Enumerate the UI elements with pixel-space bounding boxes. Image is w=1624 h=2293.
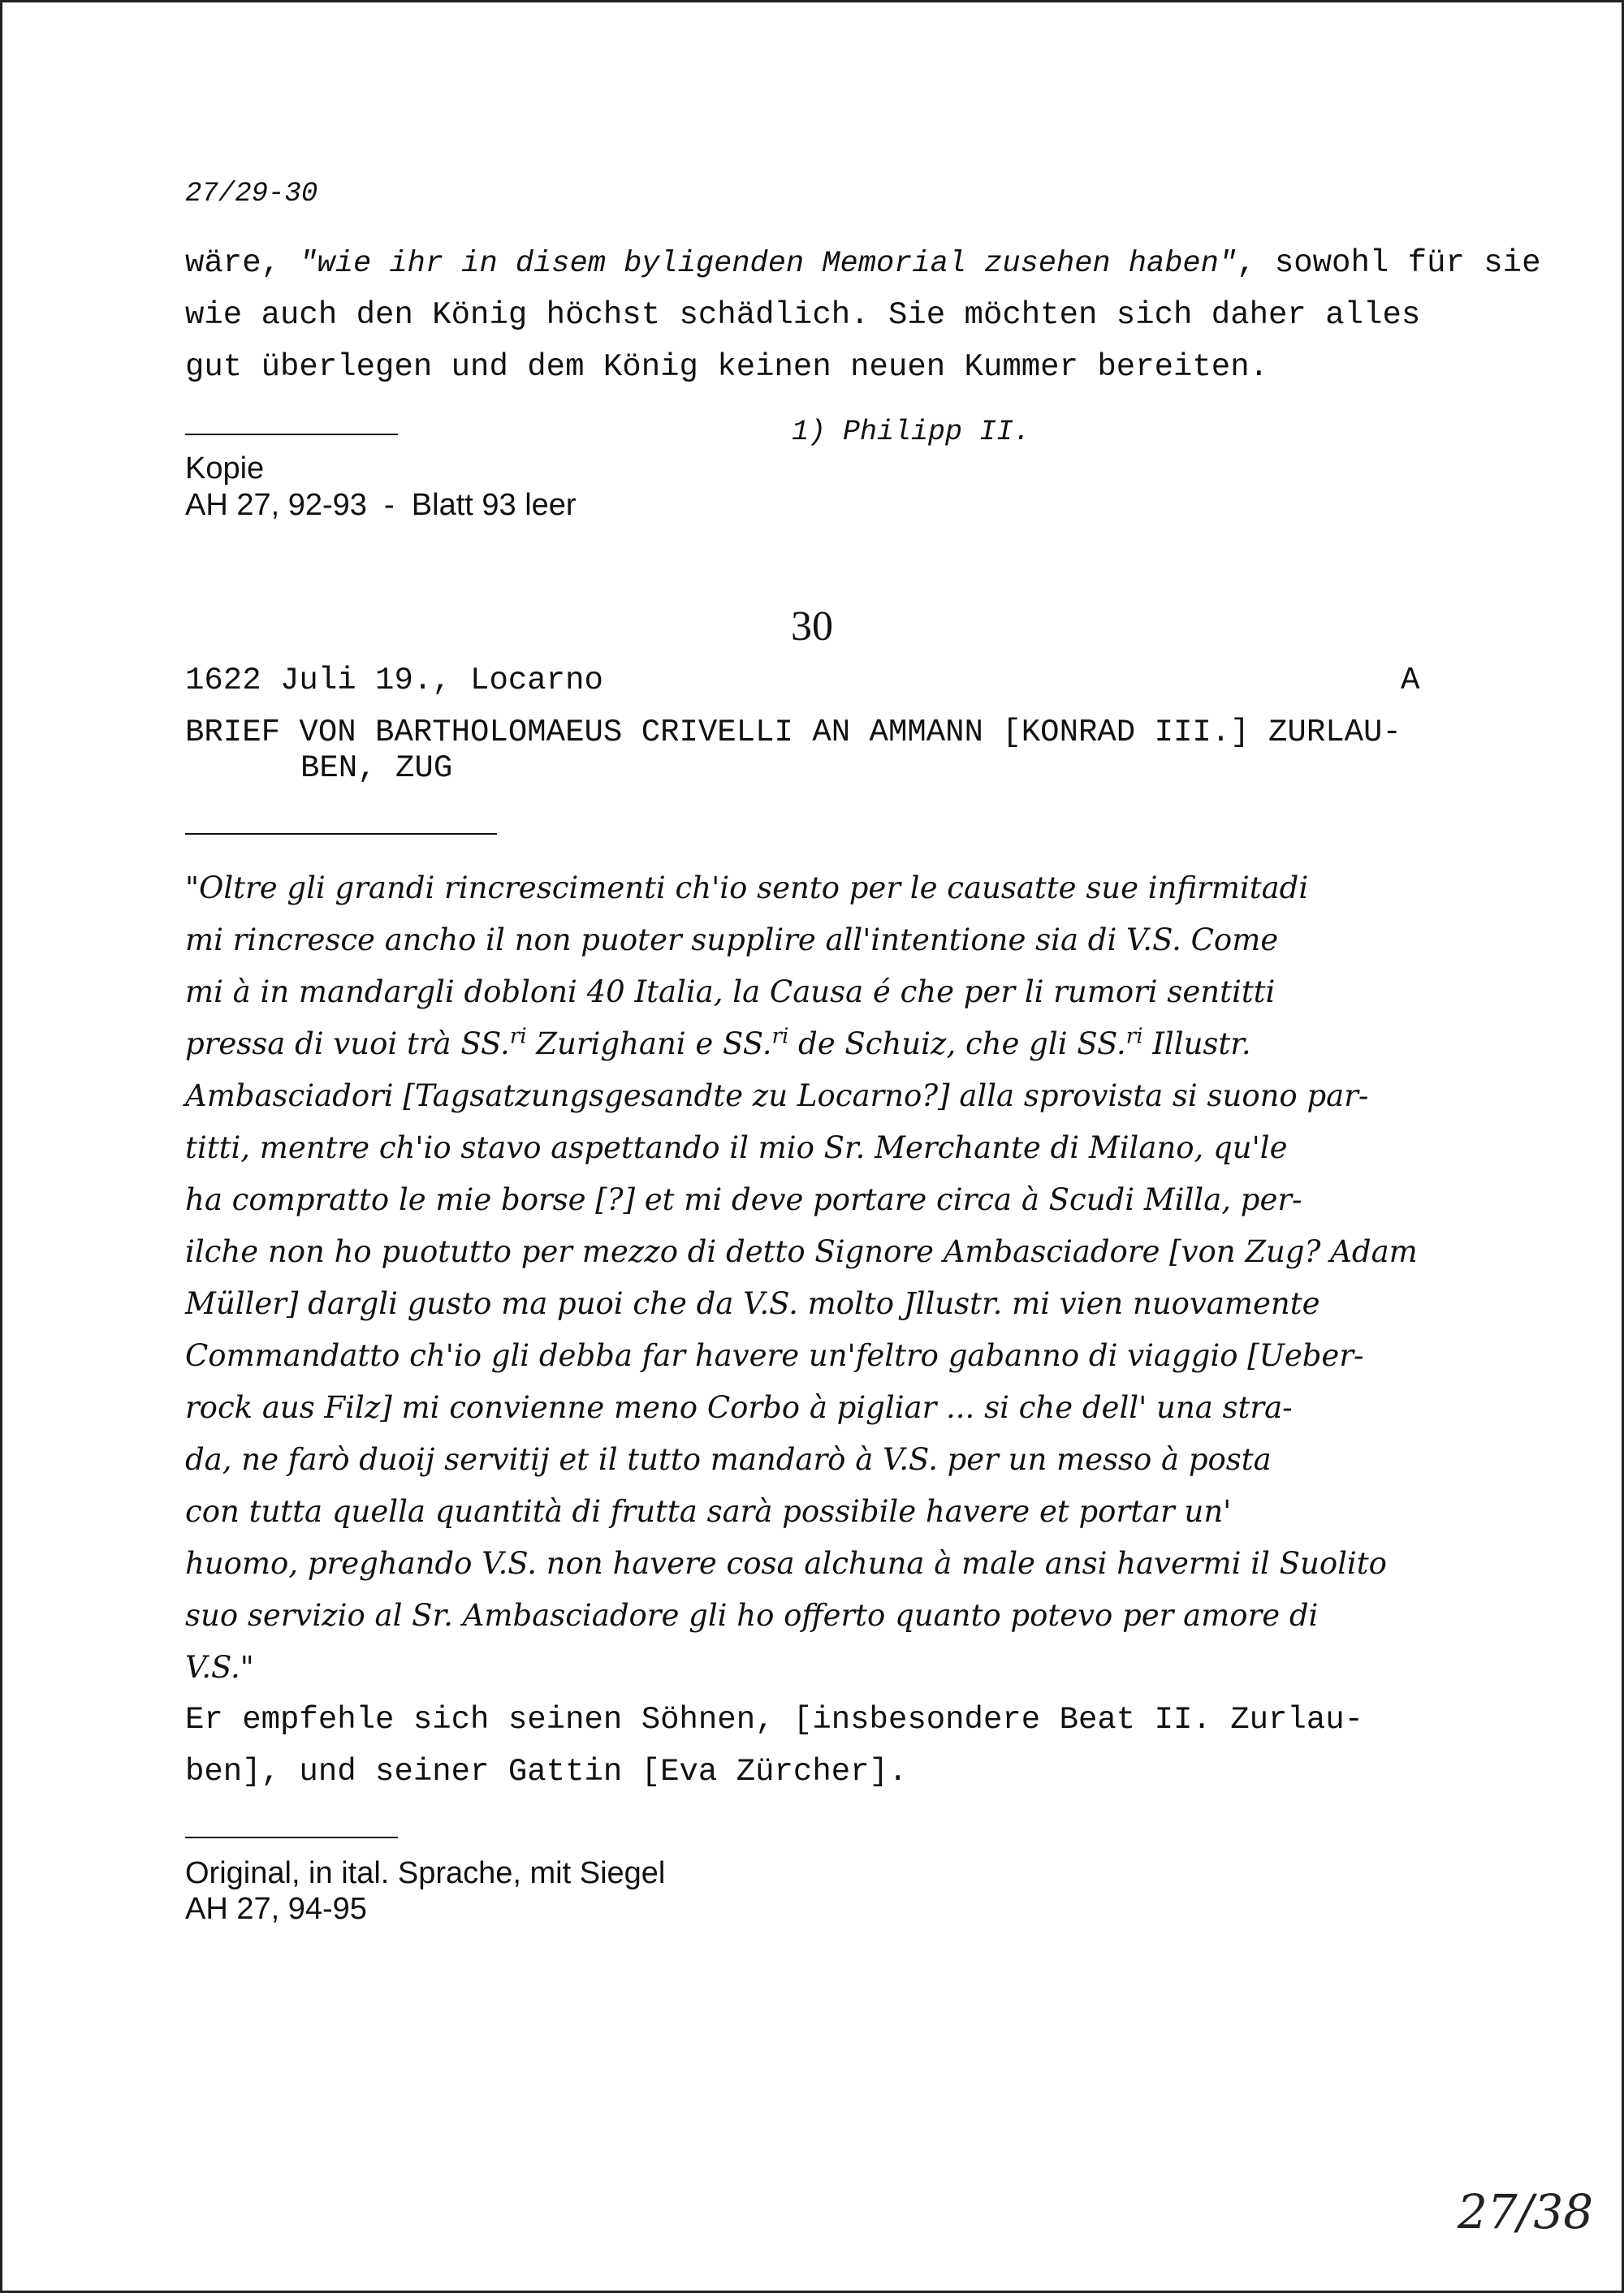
quote-line: Ambasciadori [Tagsatzungsgesandte zu Locarno?] alla sprovista si suono par- [185,1078,1369,1113]
prev-doc-line-1: wäre, "wie ihr in disem byligenden Memorial zusehen haben", sowohl für sie [185,245,1541,281]
quote-line: Müller] dargli gusto ma puoi che da V.S. molto Jllustr. mi vien nuovamente [185,1286,1320,1321]
quote-line: suo servizio al Sr. Ambasciadore gli ho offerto quanto potevo per amore di [185,1598,1319,1633]
doc-title-line-1: BRIEF VON BARTHOLOMAEUS CRIVELLI AN AMMANN [KONRAD III.] ZURLAU- [185,715,1402,750]
quote-line: mi à in mandargli dobloni 40 Italia, la Causa é che per li rumori sentitti [185,974,1276,1009]
source-ref: AH 27, 94-95 [185,1892,367,1926]
document-number: 30 [791,603,833,650]
quote-line: con tutta quella quantità di frutta sarà possibile havere et portar un' [185,1494,1232,1529]
prev-doc-line-2: wie auch den König höchst schädlich. Sie möchten sich daher alles [185,297,1421,333]
quote-line: Commandatto ch'io gli debba far havere un'feltro gabanno di viaggio [Ueber- [185,1338,1364,1373]
quote-line: mi rincresce ancho il non puoter supplire all'intentione sia di V.S. Come [185,922,1279,957]
category-marker: A [1401,663,1420,698]
source-rule [185,1837,398,1838]
page-border-left [0,0,2,2293]
summary-line: Er empfehle sich seinen Söhnen, [insbesondere Beat II. Zurlau- [185,1702,1364,1738]
date-place: 1622 Juli 19., Locarno [185,663,603,698]
quote-line: V.S." [185,1650,254,1685]
header-ref: 27/29-30 [185,179,318,209]
quote-line: "Oltre gli grandi rincrescimenti ch'io sento per le causatte sue infirmitadi [185,870,1309,905]
page-border-top [0,0,1624,2]
prev-source-type: Kopie [185,451,265,486]
footnote-rule [185,434,398,435]
doc-title-line-2: BEN, ZUG [300,750,453,786]
quote-line: pressa di vuoi trà SS.$^{ri}$ Zurighani e SS.$^{ri}$ de Schuiz, che gli SS.$^{ri}$ Illustr. [185,1024,1251,1061]
quote-line: huomo, preghando V.S. non havere cosa alchuna à male ansi havermi il Suolito [185,1546,1387,1581]
prev-doc-line-3: gut überlegen und dem König keinen neuen Kummer bereiten. [185,349,1269,385]
quote-line: rock aus Filz] mi convienne meno Corbo à pigliar ... si che dell' una stra- [185,1390,1293,1425]
handwritten-folio-number: 27/38 [1458,2184,1594,2239]
title-rule [185,833,497,835]
summary-line: ben], und seiner Gattin [Eva Zürcher]. [185,1754,908,1790]
quote-line: da, ne farò duoij servitij et il tutto mandarò à V.S. per un messo à posta [185,1442,1272,1477]
quote-line: titti, mentre ch'io stavo aspettando il mio Sr. Merchante di Milano, qu'le [185,1130,1288,1165]
quote-line: ha compratto le mie borse [?] et mi deve portare circa à Scudi Milla, per- [185,1182,1302,1217]
footnote: 1) Philipp II. [792,416,1031,448]
prev-source-ref: AH 27, 92-93 - Blatt 93 leer [185,488,577,522]
source-type: Original, in ital. Sprache, mit Siegel [185,1856,666,1890]
quote-line: ilche non ho puotutto per mezzo di detto Signore Ambasciadore [von Zug? Adam [185,1234,1418,1269]
